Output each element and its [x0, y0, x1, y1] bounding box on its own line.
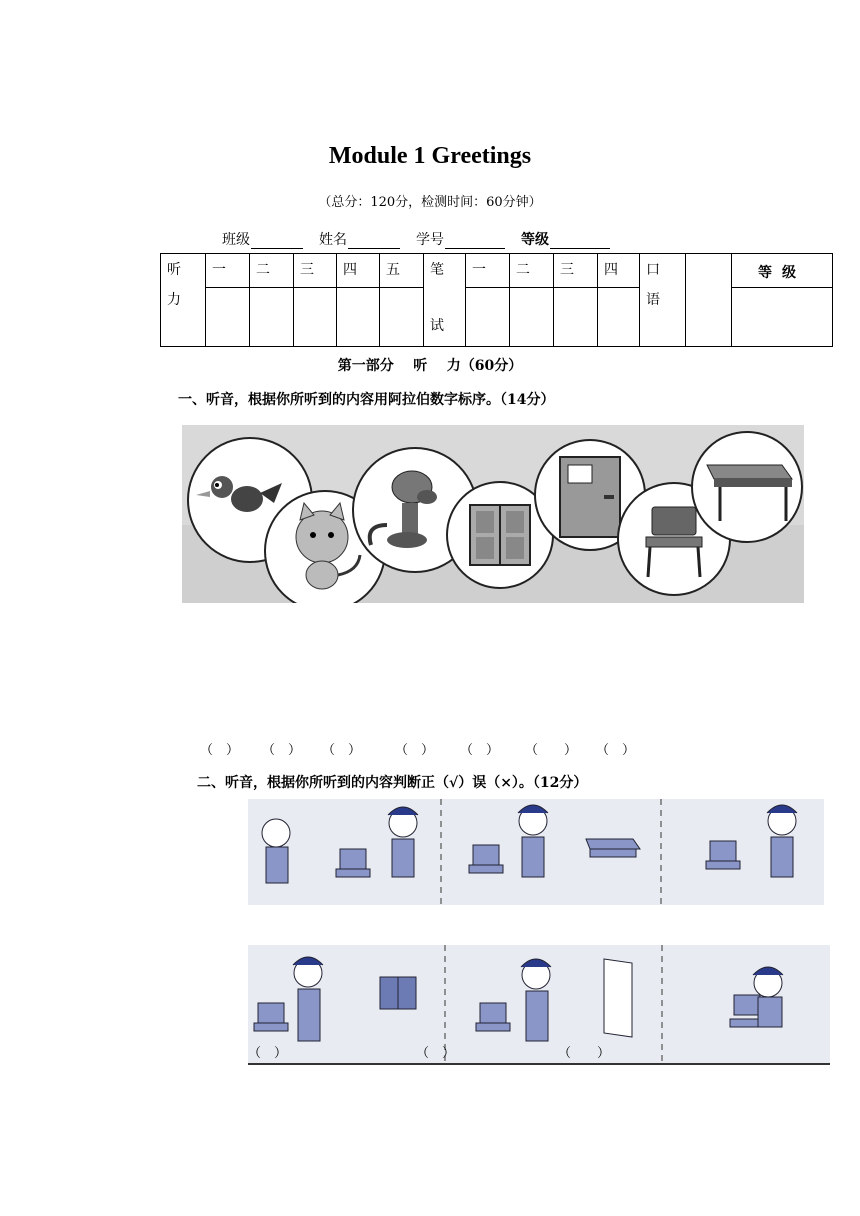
score-cell[interactable] [554, 288, 598, 347]
answer-blank[interactable]: （ ） [248, 1046, 288, 1061]
question1-instruction: 一、听音，根据你所听到的内容用阿拉伯数字标序。（14分） [178, 392, 555, 408]
answer-blank[interactable]: （ ） [262, 743, 302, 758]
answer-blank[interactable]: （ ） [200, 743, 240, 758]
listening-col-2: 二 [250, 254, 294, 288]
score-cell[interactable] [380, 288, 424, 347]
answer-blank[interactable]: （ ） [525, 743, 578, 758]
listening-label-cell: 听 力 [161, 254, 206, 347]
listening-col-3: 三 [294, 254, 337, 288]
page-title: Module 1 Greetings [328, 143, 532, 169]
question1-picture [182, 425, 804, 603]
part1-heading: 第一部分 听 力（60分） [337, 358, 523, 374]
name-label: 姓名 [319, 232, 347, 248]
listening-col-4: 四 [337, 254, 380, 288]
score-cell[interactable] [510, 288, 554, 347]
score-cell[interactable] [250, 288, 294, 347]
grade-label: 等级 [521, 232, 549, 248]
question2-picture-row1 [248, 799, 824, 905]
listening-col-5: 五 [380, 254, 424, 288]
student-info-line [222, 229, 610, 249]
class-field[interactable] [222, 229, 303, 249]
score-cell[interactable] [206, 288, 250, 347]
answer-blank[interactable]: （ ） [558, 1046, 611, 1061]
written-label-cell: 笔 试 [424, 254, 466, 347]
answer-blank[interactable]: （ ） [596, 743, 636, 758]
question2-answer-row [248, 1042, 830, 1062]
grade-field[interactable] [521, 229, 610, 249]
score-cell[interactable] [598, 288, 640, 347]
class-label: 班级 [222, 232, 250, 248]
question2-instruction: 二、听音，根据你所听到的内容判断正（√）误（×）。（12分） [197, 775, 588, 791]
grade-value-cell[interactable] [732, 288, 833, 347]
oral-label-cell: 口 语 [640, 254, 686, 347]
answer-blank[interactable]: （ ） [416, 1046, 456, 1061]
answer-blank[interactable]: （ ） [322, 743, 362, 758]
name-field[interactable] [319, 229, 400, 249]
number-field[interactable] [416, 229, 505, 249]
written-col-3: 三 [554, 254, 598, 288]
listening-col-1: 一 [206, 254, 250, 288]
desk-circle [692, 432, 802, 542]
score-cell[interactable] [337, 288, 380, 347]
page-subtitle: （总分：120分，检测时间：60分钟） [318, 195, 542, 210]
answer-blank[interactable]: （ ） [460, 743, 500, 758]
grade-header: 等级 [732, 254, 833, 288]
answer-blank[interactable]: （ ） [395, 743, 435, 758]
oral-score-cell[interactable] [686, 254, 732, 347]
score-table [160, 253, 833, 347]
written-col-1: 一 [466, 254, 510, 288]
number-label: 学号 [416, 232, 444, 248]
written-col-4: 四 [598, 254, 640, 288]
written-col-2: 二 [510, 254, 554, 288]
score-cell[interactable] [466, 288, 510, 347]
score-cell[interactable] [294, 288, 337, 347]
